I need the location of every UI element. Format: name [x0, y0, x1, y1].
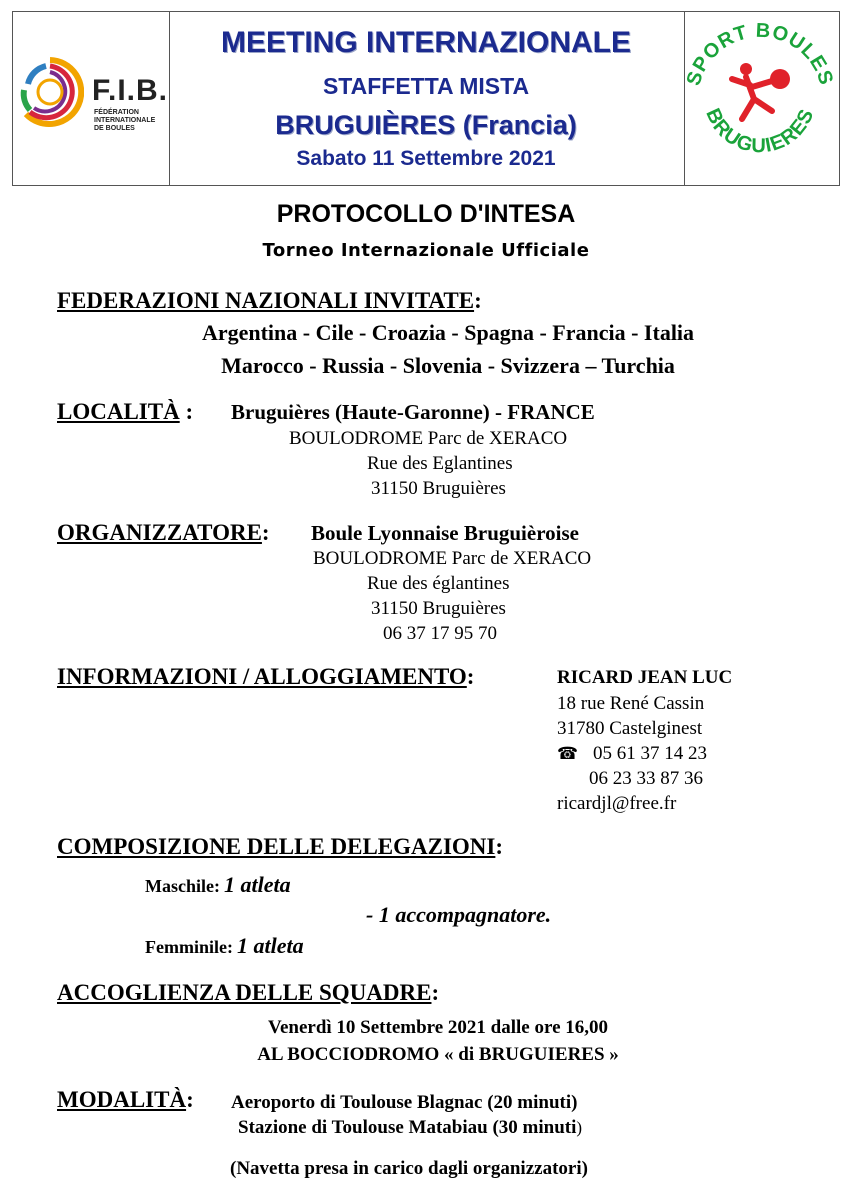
informazioni-heading	[57, 664, 474, 690]
maschile-row	[145, 872, 291, 898]
modalita-label: MODALITÀ	[57, 1087, 187, 1112]
informazioni-phone2: 06 23 33 87 36	[589, 768, 703, 789]
informazioni-city: 31780 Castelginest	[557, 718, 703, 739]
informazioni-email[interactable]: ricardjl@free.fr	[557, 793, 677, 814]
organizzatore-address-line: BOULODROME Parc de XERACO	[313, 548, 592, 569]
accoglienza-line2: AL BOCCIODROMO « di BRUGUIERES »	[257, 1044, 619, 1065]
composizione-label: COMPOSIZIONE DELLE DELEGAZIONI	[57, 834, 496, 859]
federazioni-label: FEDERAZIONI NAZIONALI INVITATE	[57, 288, 475, 313]
meeting-location: BRUGUIÈRES (Francia)	[275, 110, 577, 140]
fib-logo-line2: INTERNATIONALE	[94, 117, 156, 124]
phone-icon: ☎	[557, 744, 579, 764]
fib-logo	[16, 54, 169, 140]
organizzatore-colon: :	[261, 520, 270, 545]
fib-logo-line1: FÉDÉRATION	[94, 109, 139, 116]
composizione-colon: :	[495, 834, 504, 859]
modalita-note: (Navetta presa in carico dagli organizzatori)	[230, 1158, 588, 1179]
svg-text:SPORT BOULES	[684, 20, 836, 89]
fib-logo-text: F.I.B.	[92, 74, 169, 107]
document-title: PROTOCOLLO D'INTESA	[276, 200, 576, 228]
modalita-line1: Aeroporto di Toulouse Blagnac (20 minuti)	[231, 1092, 578, 1113]
modalita-colon: :	[186, 1087, 194, 1112]
sport-boules-emblem-icon	[684, 15, 836, 183]
localita-value: Bruguières (Haute-Garonne) - FRANCE	[231, 400, 595, 424]
organizzatore-label: ORGANIZZATORE	[57, 520, 262, 545]
informazioni-phone1: 05 61 37 14 23	[592, 743, 707, 764]
accoglienza-heading	[57, 980, 439, 1006]
organizzatore-phone: 06 37 17 95 70	[383, 623, 497, 644]
document-subtitle: Torneo Internazionale Ufficiale	[262, 240, 590, 261]
localita-address-line: BOULODROME Parc de XERACO	[289, 428, 568, 449]
localita-heading	[57, 399, 193, 425]
organizzatore-heading	[57, 520, 270, 546]
federazioni-heading	[57, 288, 482, 314]
informazioni-contact-name: RICARD JEAN LUC	[557, 667, 733, 688]
organizzatore-address-line: 31150 Bruguières	[371, 598, 506, 619]
modalita-line2-paren: )	[576, 1118, 583, 1137]
club-logo-bottom-text: BRUGUIERES	[701, 105, 819, 158]
organizzatore-address-line: Rue des églantines	[367, 573, 510, 594]
maschile-label: Maschile:	[145, 876, 220, 896]
meeting-date: Sabato 11 Settembre 2021	[296, 147, 556, 170]
meeting-subtitle: STAFFETTA MISTA	[322, 73, 530, 99]
club-logo	[684, 15, 836, 183]
informazioni-label: INFORMAZIONI / ALLOGGIAMENTO	[57, 664, 467, 689]
accoglienza-label: ACCOGLIENZA DELLE SQUADRE	[57, 980, 432, 1005]
modalita-line2-row	[238, 1117, 582, 1139]
maschile-value: 1 atleta	[223, 872, 291, 897]
composizione-heading	[57, 834, 503, 860]
federazioni-line1: Argentina - Cile - Croazia - Spagna - Francia - Italia	[201, 320, 695, 345]
meeting-title: MEETING INTERNAZIONALE	[221, 26, 631, 59]
informazioni-colon: :	[466, 664, 475, 689]
accoglienza-colon: :	[431, 980, 440, 1005]
informazioni-street: 18 rue René Cassin	[557, 693, 705, 714]
femminile-label: Femminile:	[145, 937, 233, 957]
fib-logo-line3: DE BOULES	[94, 125, 135, 132]
federazioni-line2: Marocco - Russia - Slovenia - Svizzera – Turchia	[221, 353, 675, 378]
localita-address-line: 31150 Bruguières	[371, 478, 506, 499]
informazioni-phone-row	[557, 743, 707, 765]
modalita-heading	[57, 1087, 194, 1113]
localita-label: LOCALITÀ	[57, 399, 180, 424]
club-logo-top-text: SPORT BOULES	[684, 19, 836, 89]
svg-text:BRUGUIERES	[701, 105, 818, 157]
femminile-value: 1 atleta	[236, 933, 304, 958]
accompagnatore: - 1 accompagnatore.	[366, 902, 552, 927]
accoglienza-line1: Venerdì 10 Settembre 2021 dalle ore 16,00	[267, 1017, 609, 1038]
modalita-line2: Stazione di Toulouse Matabiau (30 minuti	[238, 1117, 577, 1138]
federazioni-colon: :	[474, 288, 482, 313]
localita-colon: :	[179, 399, 194, 424]
femminile-row	[145, 933, 304, 959]
fib-emblem-icon	[16, 54, 84, 138]
localita-address-line: Rue des Eglantines	[367, 453, 513, 474]
organizzatore-value: Boule Lyonnaise Bruguièroise	[311, 521, 579, 545]
